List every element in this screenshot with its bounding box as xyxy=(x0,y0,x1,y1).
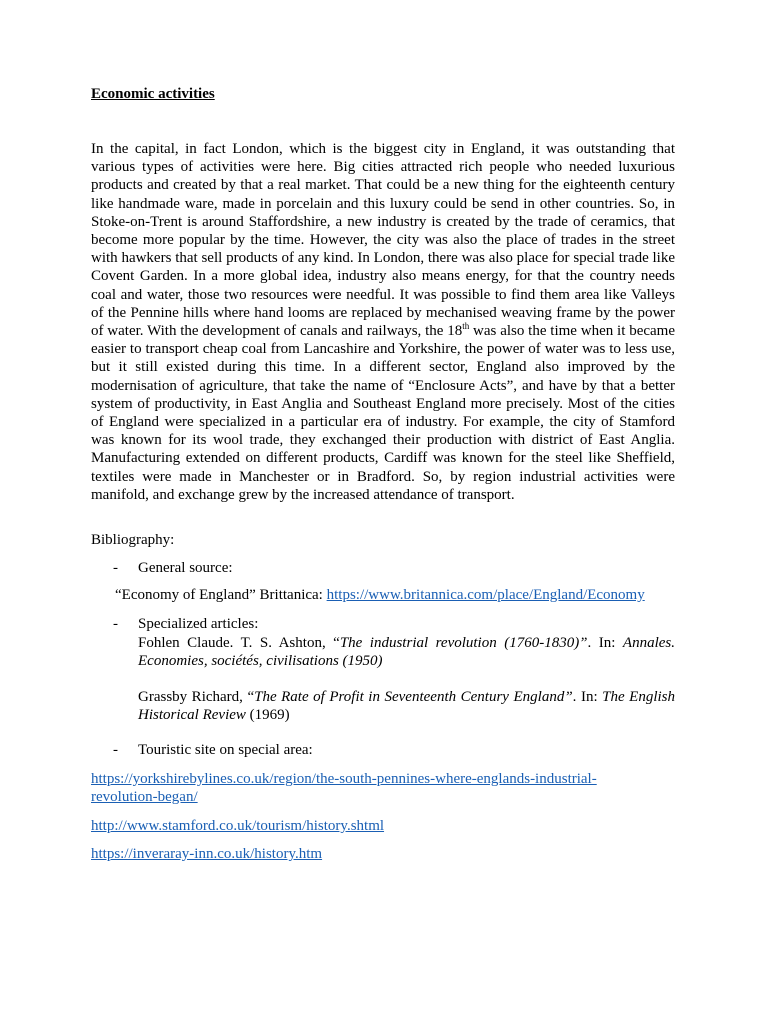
britannica-link[interactable]: https://www.britannica.com/place/England/Economy xyxy=(326,587,645,603)
article-1-title: The industrial revolution (1760-1830)” xyxy=(339,635,588,651)
yorkshirebylines-link[interactable]: https://yorkshirebylines.co.uk/region/the-south-pennines-where-englands-industrial-revolution-began/ xyxy=(91,771,597,806)
ordinal-superscript: th xyxy=(462,321,470,332)
stamford-link[interactable]: http://www.stamford.co.uk/tourism/history.shtml xyxy=(91,818,385,834)
article-2-author: Grassby Richard, “ xyxy=(138,689,255,705)
bullet-dash: - xyxy=(113,616,118,632)
section-heading: Economic activities xyxy=(91,86,215,102)
article-2-in: . In: xyxy=(572,689,603,705)
bullet-dash: - xyxy=(113,560,118,576)
article-2-title: The Rate of Profit in Seventeenth Century England” xyxy=(254,689,573,705)
article-1-journal: Annales. Economies, sociétés, civilisations (1950) xyxy=(138,635,675,670)
bibliography-title: Bibliography: xyxy=(91,532,175,548)
general-source-entry xyxy=(115,587,645,604)
article-2-journal: The English Historical Review xyxy=(138,689,675,724)
specialized-articles-label: Specialized articles: xyxy=(138,616,259,632)
article-entry-1 xyxy=(138,634,675,670)
article-1-author: Fohlen Claude. T. S. Ashton, “ xyxy=(138,635,340,651)
touristic-site-label: Touristic site on special area: xyxy=(138,742,313,758)
general-source-text: “Economy of England” Brittanica: xyxy=(115,587,327,603)
general-source-label: General source: xyxy=(138,560,233,576)
body-paragraph xyxy=(91,140,675,504)
article-1-in: . In: xyxy=(587,635,623,651)
article-2-year: (1969) xyxy=(245,707,290,724)
paragraph-part-1: In the capital, in fact London, which is the biggest city in England, it was outstanding that various types of activities were here. Big cities attracted rich people who needed luxurious products and created by that a real market. That could be a new thing for the eighteenth century like handmade ware, made in porcelain and this luxury could be send in other countries. So, in Stoke-on-Trent is around Staffordshire, a new industry is created by the trade of ceramics, that become more popular by the time. However, the city was also the place of trades in the street with hawkers that sell products of any kind. In London, there was also place for special trade like Covent Garden. In a more global idea, industry also means energy, for that the country needs coal and water, those two resources were needful. It was possible to find them area like Valleys of the Pennine hills where hand looms are replaced by mechanised weaving frame by the power of water. With the development of canals and railways, the 18 xyxy=(91,141,675,340)
bullet-dash: - xyxy=(113,742,118,758)
inveraray-link[interactable]: https://inveraray-inn.co.uk/history.htm xyxy=(91,846,323,862)
article-entry-2 xyxy=(138,688,675,724)
paragraph-part-2: was also the time when it became easier to transport cheap coal from Lancashire and Yorkshire, the power of water was to less use, but it still existed during this time. In a different sector, England also improved by the modernisation of agriculture, that take the name of “Enclosure Acts”, and have by that a better system of productivity, in East Anglia and Southeast England more precisely. Most of the cities of England were specialized in a particular era of industry. For example, the city of Stamford was known for its wool trade, they exchanged their production with district of East Anglia. Manufacturing extended on different products, Cardiff was known for the steel like Sheffield, textiles were made in Manchester or in Bradford. So, by region industrial activities were manifold, and exchange grew by the increased attendance of transport. xyxy=(91,323,675,503)
